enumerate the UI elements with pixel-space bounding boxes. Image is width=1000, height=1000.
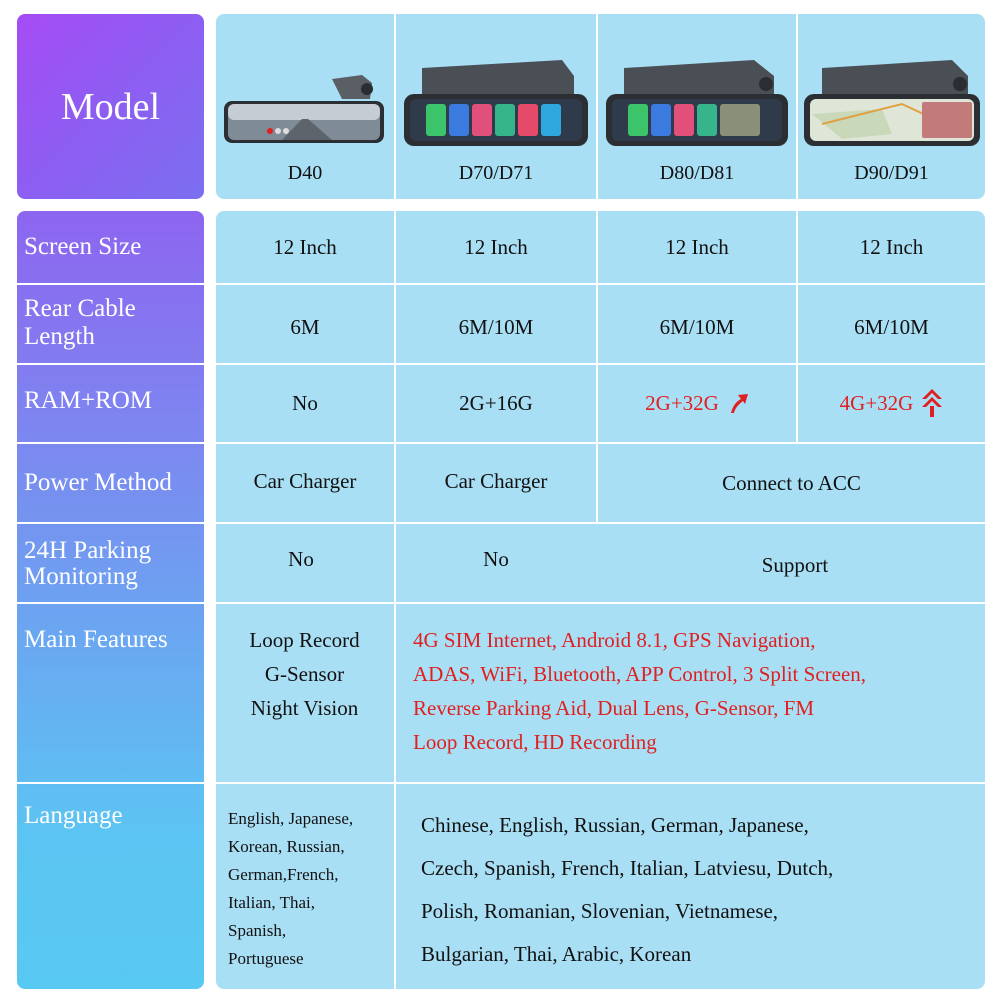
screen-size-d80: 12 Inch	[665, 234, 729, 259]
features-d40	[216, 623, 393, 725]
label-power-method: Power Method	[24, 469, 172, 496]
ram-rom-d90: 4G+32G	[839, 390, 914, 415]
language-line: Spanish,	[228, 921, 287, 940]
model-name: D90/D91	[854, 162, 929, 184]
dashcam-mirror-image-d90	[802, 54, 982, 154]
model-header	[17, 14, 204, 199]
dashcam-mirror-image-d70	[402, 54, 590, 154]
features-d70-d90	[413, 623, 978, 759]
divider	[216, 522, 985, 524]
language-line: Korean, Russian,	[228, 837, 345, 856]
power-d80-d90: Connect to ACC	[722, 470, 861, 495]
language-line: Polish, Romanian, Slovenian, Vietnamese,	[421, 899, 779, 923]
model-name: D80/D81	[659, 162, 735, 184]
divider	[17, 522, 204, 524]
feature-line: ADAS, WiFi, Bluetooth, APP Control, 3 Split Screen,	[413, 662, 867, 686]
model-column-d90	[798, 14, 985, 199]
ram-rom-d80-cell	[598, 381, 796, 425]
language-line: English, Japanese,	[228, 809, 354, 828]
feature-line: Loop Record, HD Recording	[413, 730, 657, 754]
divider	[17, 442, 204, 444]
model-column-d40	[216, 14, 394, 199]
model-name: D70/D71	[458, 162, 534, 184]
model-column-d70	[396, 14, 596, 199]
parking-d80-d90: Support	[761, 552, 829, 577]
label-ram-rom: RAM+ROM	[24, 387, 153, 414]
divider	[17, 602, 204, 604]
languages-d70-d90	[421, 804, 981, 976]
power-d40: Car Charger	[253, 468, 357, 493]
model-name: D40	[287, 162, 323, 184]
label-parking-line1: 24H Parking	[24, 537, 152, 564]
model-column-d80	[598, 14, 796, 199]
rear-cable-d40: 6M	[290, 314, 320, 339]
ram-rom-d80: 2G+32G	[645, 390, 719, 415]
ram-rom-d40: No	[292, 390, 318, 415]
dashcam-mirror-image-d40	[222, 69, 388, 154]
power-d70: Car Charger	[444, 468, 548, 493]
divider	[216, 442, 985, 444]
divider	[216, 283, 985, 285]
dashcam-mirror-image-d80	[604, 54, 790, 154]
label-parking-line2: Monitoring	[24, 563, 138, 590]
label-language: Language	[24, 802, 123, 829]
feature-line: Reverse Parking Aid, Dual Lens, G-Sensor, FM	[413, 696, 815, 720]
language-line: Czech, Spanish, French, Italian, Latviesu, Dutch,	[421, 856, 834, 880]
ram-rom-d90-cell	[798, 381, 985, 425]
feature-line: Night Vision	[250, 696, 359, 720]
model-label: Model	[60, 85, 161, 128]
label-rear-cable-line2: Length	[24, 323, 95, 350]
divider	[17, 782, 204, 784]
feature-line: G-Sensor	[264, 662, 345, 686]
spec-labels-column	[17, 211, 204, 989]
parking-d40: No	[288, 546, 314, 571]
language-line: Portuguese	[228, 949, 304, 968]
divider	[17, 363, 204, 365]
parking-d70: No	[483, 546, 509, 571]
up-arrow-icon	[727, 391, 749, 415]
language-line: Italian, Thai,	[228, 893, 316, 912]
feature-line: Loop Record	[249, 628, 360, 652]
ram-rom-d70: 2G+16G	[459, 390, 533, 415]
screen-size-d90: 12 Inch	[859, 234, 924, 259]
feature-line: 4G SIM Internet, Android 8.1, GPS Navigation,	[413, 628, 816, 652]
rear-cable-d80: 6M/10M	[659, 314, 735, 339]
divider	[216, 782, 985, 784]
model-images-header	[216, 14, 985, 199]
rear-cable-d90: 6M/10M	[854, 314, 929, 339]
divider	[17, 283, 204, 285]
label-rear-cable-line1: Rear Cable	[24, 295, 136, 322]
divider	[216, 602, 985, 604]
language-line: Bulgarian, Thai, Arabic, Korean	[421, 942, 692, 966]
language-line: German,French,	[228, 865, 339, 884]
divider	[216, 363, 985, 365]
spec-values-table	[216, 211, 985, 989]
language-line: Chinese, English, Russian, German, Japanese,	[421, 813, 809, 837]
label-main-features: Main Features	[24, 626, 168, 653]
screen-size-d70: 12 Inch	[464, 234, 528, 259]
rear-cable-d70: 6M/10M	[458, 314, 534, 339]
languages-d40	[228, 805, 393, 973]
screen-size-d40: 12 Inch	[273, 234, 337, 259]
label-screen-size: Screen Size	[24, 233, 142, 260]
double-up-arrow-icon	[921, 388, 943, 418]
